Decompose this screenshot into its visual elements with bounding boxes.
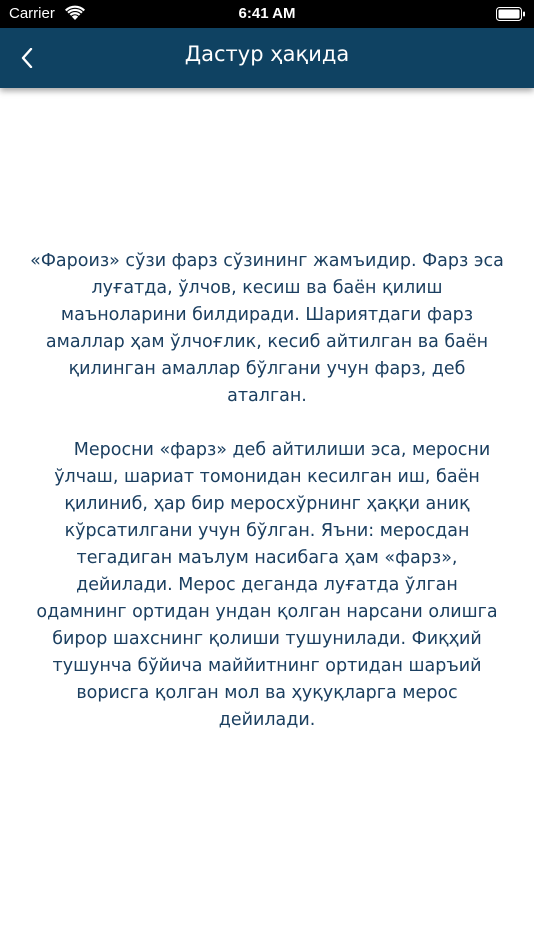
chevron-left-icon	[21, 48, 33, 68]
clock-time: 6:41 AM	[238, 5, 296, 22]
back-button[interactable]	[10, 40, 46, 76]
battery-icon	[496, 7, 526, 21]
page-title: Дастур ҳақида	[184, 42, 350, 66]
carrier-label: Carrier	[9, 5, 55, 22]
about-paragraph-1: «Фароиз» сўзи фарз сўзининг жамъидир. Фарз эса луғатда, ўлчов, кесиш ва баён қилиш маъноларини билдиради. Шариятдаги фарз амаллар ҳам ўлчоғлик, кесиб айтилган ва баён қилинган амаллар бўлгани учун фарз, деб аталган.	[30, 251, 504, 406]
about-text-content	[30, 248, 504, 734]
about-paragraph-2	[30, 437, 504, 734]
status-bar	[0, 0, 534, 28]
about-paragraph-2-text: Меросни «фарз» деб айтилиши эса, меросни ўлчаш, шариат томонидан кесилган иш, баён қилиниб, ҳар бир меросхўрнинг ҳаққи аниқ кўрсатилгани учун бўлган. Яъни: меросдан тегадиган маълум насибага ҳам «фарз», дейилади. Мерос деганда луғатда ўлган одамнинг ортидан ундан қолган нарсани олишга бирор шахснинг қолиши тушунилади. Фиқҳий тушунча бўйича маййитнинг ортидан шаръий ворисга қолган мол ва ҳуқуқларга мерос дейилади.	[36, 440, 498, 730]
navigation-bar	[0, 28, 534, 88]
